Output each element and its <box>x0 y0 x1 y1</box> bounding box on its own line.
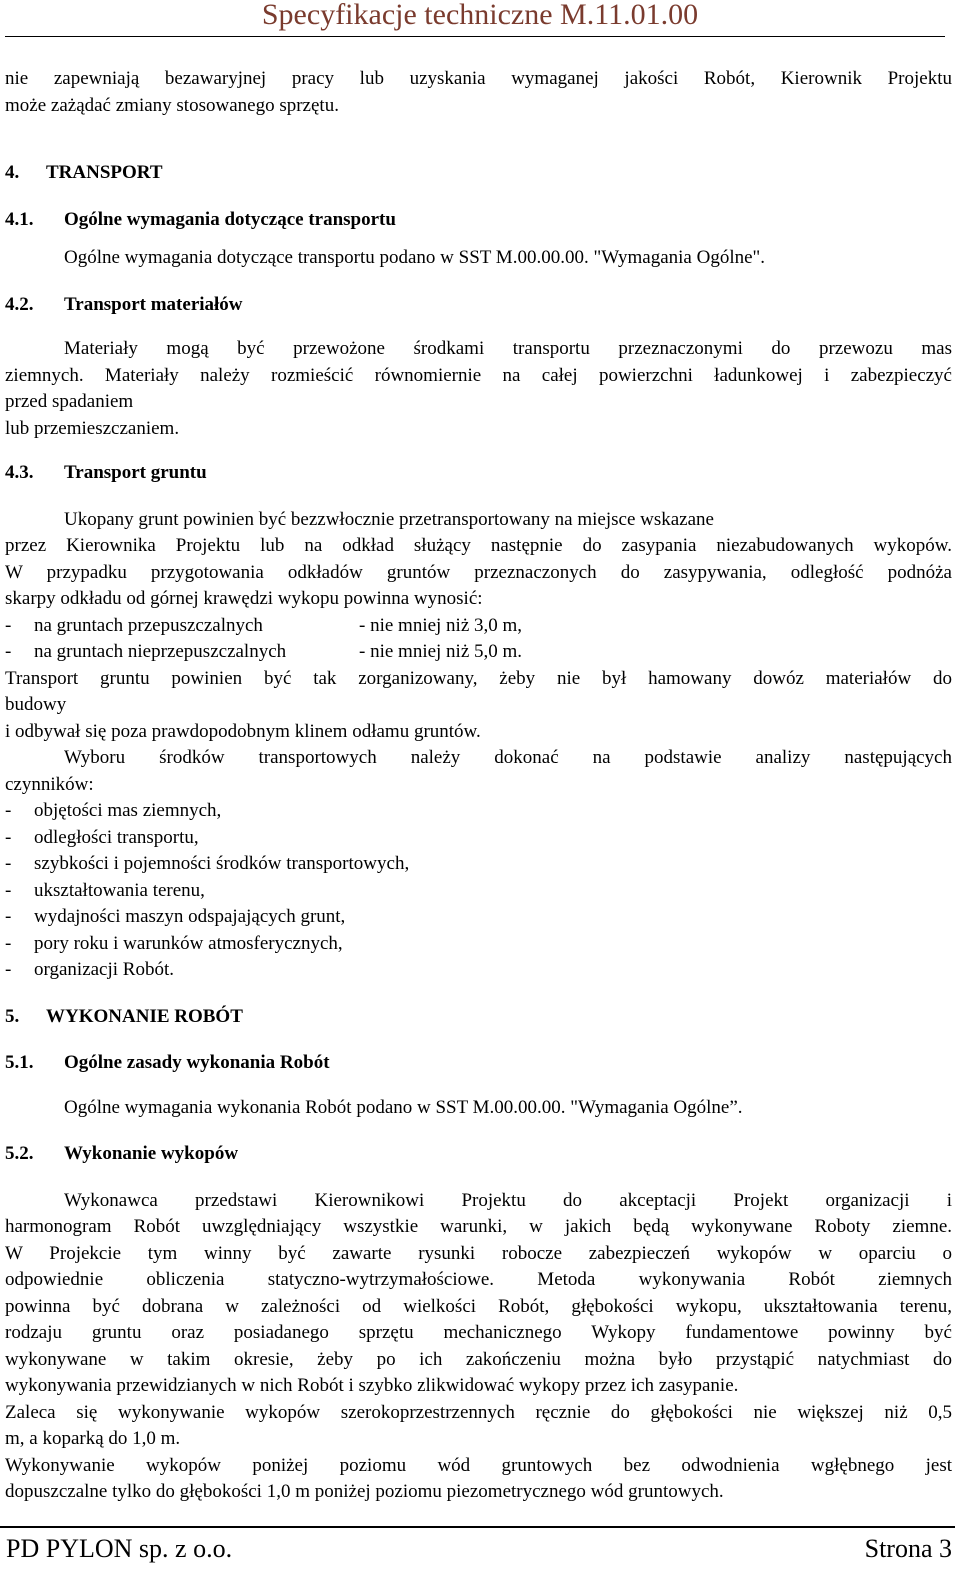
list-dash: - <box>5 932 12 954</box>
section-4-3-line-6: budowy <box>5 694 67 715</box>
list-dash: - <box>5 800 12 821</box>
section-5-2-line: dopuszczalne tylko do głębokości 1,0 m poniżej poziomu piezometrycznego wód gruntowych. <box>5 1481 724 1502</box>
section-title: WYKONANIE ROBÓT <box>46 1005 243 1027</box>
section-title: Ogólne zasady wykonania Robót <box>64 1052 330 1073</box>
factor-item <box>5 851 952 878</box>
header-title: Specyfikacje techniczne M.11.01.00 <box>261 0 699 31</box>
section-number: 4.1. <box>5 208 34 230</box>
factor-text: odległości transportu, <box>34 826 199 848</box>
factor-text: pory roku i warunków atmosferycznych, <box>34 932 343 954</box>
factor-text: ukształtowania terenu, <box>34 879 205 901</box>
section-4-3-line-9: czynników: <box>5 773 94 795</box>
section-title: TRANSPORT <box>46 162 163 183</box>
document-body <box>5 66 952 1506</box>
footer-page-number: Strona 3 <box>864 1534 952 1563</box>
section-title: Ogólne wymagania dotyczące transportu <box>64 208 396 230</box>
section-4-3-line-3: W przypadku przygotowania odkładów gruntów przeznaczonych do zasypywania, odległość podnóża <box>5 561 952 583</box>
section-4-heading <box>5 160 952 187</box>
section-4-3-line-2: przez Kierownika Projektu lub na odkład służący następnie do zasypania niezabudowanych wykopów. <box>5 535 952 556</box>
section-number: 4.3. <box>5 462 34 483</box>
list-dash: - <box>5 959 12 980</box>
section-number: 4.2. <box>5 293 34 315</box>
section-4-2-line-1: Materiały mogą być przewożone środkami transportu przeznaczonymi do przewozu mas <box>64 338 952 359</box>
section-4-2-line-3: przed spadaniem <box>5 391 134 412</box>
section-5-heading <box>5 1004 952 1031</box>
section-number: 5.2. <box>5 1143 34 1164</box>
footer-divider <box>0 1526 955 1528</box>
soil-type: na gruntach przepuszczalnych <box>34 614 263 636</box>
factor-item <box>5 904 952 931</box>
intro-line-2: może zażądać zmiany stosowanego sprzętu. <box>5 94 339 116</box>
section-5-2-line: rodzaju gruntu oraz posiadanego sprzętu mechanicznego Wykopy fundamentowe powinny być <box>5 1322 952 1343</box>
section-number: 5. <box>5 1005 20 1027</box>
distance-value: - nie mniej niż 5,0 m. <box>359 641 523 662</box>
section-4-2-line-2: ziemnych. Materiały należy rozmieścić równomiernie na całej powierzchni ładunkowej i zabezpieczyć <box>5 364 952 386</box>
section-5-2-line: Wykonawca przedstawi Kierownikowi Projektu do akceptacji Projekt organizacji i <box>64 1189 952 1211</box>
section-4-3-line-7: i odbywał się poza prawdopodobnym klinem odłamu gruntów. <box>5 720 481 742</box>
section-5-2-line: wykonywania przewidzianych w nich Robót i szybko zlikwidować wykopy przez ich zasypanie. <box>5 1375 739 1396</box>
section-5-2-heading <box>5 1141 952 1168</box>
section-4-3-line-5: Transport gruntu powinien być tak zorganizowany, żeby nie był hamowany dowóz materiałów do <box>5 667 952 689</box>
distance-value: - nie mniej niż 3,0 m, <box>359 614 523 636</box>
section-5-1-heading <box>5 1050 952 1077</box>
section-5-2-line: odpowiednie obliczenia statyczno-wytrzymałościowe. Metoda wykonywania Robót ziemnych <box>5 1269 952 1290</box>
distance-item <box>5 613 952 640</box>
section-title: Transport materiałów <box>64 293 243 315</box>
list-dash: - <box>5 641 12 662</box>
section-number: 5.1. <box>5 1052 34 1073</box>
section-4-1-text: Ogólne wymagania dotyczące transportu podano w SST M.00.00.00. "Wymagania Ogólne". <box>64 247 766 268</box>
section-4-2-line-4: lub przemieszczaniem. <box>5 417 180 439</box>
section-4-2-heading <box>5 292 952 319</box>
section-title: Transport gruntu <box>64 462 207 483</box>
section-title: Wykonanie wykopów <box>64 1143 239 1164</box>
list-dash: - <box>5 826 12 848</box>
section-5-2-line: powinna być dobrana w zależności od wielkości Robót, głębokości wykopu, ukształtowania terenu, <box>5 1295 952 1317</box>
factor-text: organizacji Robót. <box>34 959 175 980</box>
section-4-3-line-4: skarpy odkładu od górnej krawędzi wykopu powinna wynosić: <box>5 588 483 609</box>
section-4-3-line-8: Wyboru środków transportowych należy dokonać na podstawie analizy następujących <box>64 747 952 768</box>
section-5-2-line: harmonogram Robót uwzględniający wszystkie warunki, w jakich będą wykonywane Roboty ziemne. <box>5 1216 952 1237</box>
factor-item <box>5 798 952 825</box>
list-dash: - <box>5 879 12 901</box>
factor-item <box>5 957 952 984</box>
section-4-3-line-1: Ukopany grunt powinien być bezzwłocznie przetransportowany na miejsce wskazane <box>64 508 714 530</box>
factor-item <box>5 878 952 905</box>
factor-item <box>5 825 952 852</box>
section-number: 4. <box>5 162 20 183</box>
factor-item <box>5 931 952 958</box>
soil-type: na gruntach nieprzepuszczalnych <box>34 641 287 662</box>
list-dash: - <box>5 853 12 874</box>
footer-company: PD PYLON sp. z o.o. <box>6 1534 233 1563</box>
section-5-1-text: Ogólne wymagania wykonania Robót podano w SST M.00.00.00. "Wymagania Ogólne”. <box>64 1096 743 1118</box>
factor-text: wydajności maszyn odspajających grunt, <box>34 906 346 927</box>
list-dash: - <box>5 614 12 636</box>
section-5-2-line: Zaleca się wykonywanie wykopów szerokoprzestrzennych ręcznie do głębokości nie większej niż 0,5 <box>5 1401 952 1423</box>
list-dash: - <box>5 906 12 927</box>
section-4-1-heading <box>5 207 952 234</box>
header-divider <box>5 36 945 37</box>
section-5-2-line: W Projekcie tym winny być zawarte rysunki robocze zabezpieczeń wykopów w oparciu o <box>5 1242 952 1264</box>
intro-line-1: nie zapewniają bezawaryjnej pracy lub uzyskania wymaganej jakości Robót, Kierownik Projektu <box>5 68 952 89</box>
section-5-2-line: m, a koparką do 1,0 m. <box>5 1428 181 1449</box>
factor-text: objętości mas ziemnych, <box>34 800 222 821</box>
distance-item <box>5 639 952 666</box>
section-5-2-line: wykonywane w takim okresie, żeby po ich zakończeniu można było przystąpić natychmiast do <box>5 1348 952 1370</box>
factor-text: szybkości i pojemności środków transportowych, <box>34 853 410 874</box>
section-4-3-heading <box>5 460 952 487</box>
section-5-2-line: Wykonywanie wykopów poniżej poziomu wód gruntowych bez odwodnienia wgłębnego jest <box>5 1454 952 1476</box>
